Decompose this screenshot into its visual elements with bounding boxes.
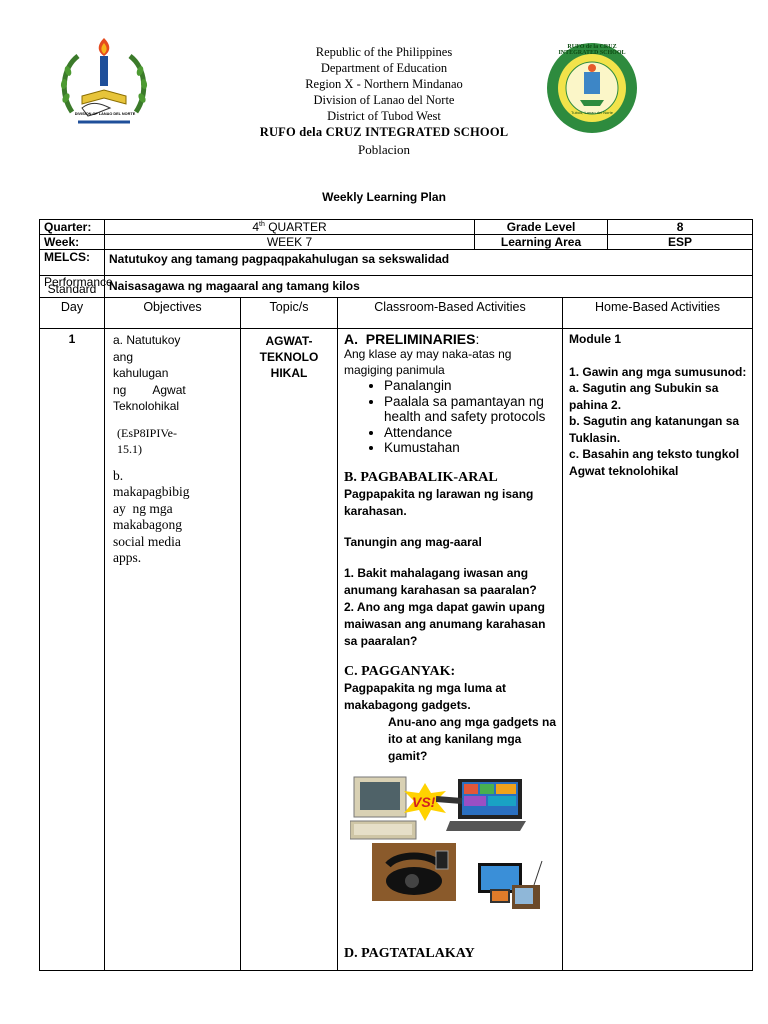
question-2: 2. Ano ang mga dapat gawin upang maiwasan ang anumang karahasan sa paaralan? xyxy=(344,599,546,648)
col-classroom: Classroom-Based Activities xyxy=(338,298,563,329)
school-seal-inner: Tubod, Lanao del Norte xyxy=(571,110,613,115)
home-line: a. Sagutin ang Subukin sa pahina 2. xyxy=(569,381,719,412)
pagganyak-heading: C. PAGGANYAK: xyxy=(344,663,456,679)
division-logo xyxy=(52,34,156,134)
learning-area-value: ESP xyxy=(608,235,753,250)
letterhead-line: Republic of the Philippines xyxy=(315,45,453,59)
quarter-num: 4 xyxy=(252,220,260,234)
objective-line: apps. xyxy=(113,550,142,565)
preliminaries-colon: : xyxy=(475,331,480,347)
quarter-label: Quarter: xyxy=(40,220,105,235)
vs-label: VS! xyxy=(412,793,436,810)
preliminaries-heading xyxy=(344,331,558,347)
performance-standard-label: Performance Standard xyxy=(40,276,105,298)
objective-line: social media xyxy=(113,533,181,549)
list-item: • Attendance xyxy=(384,425,558,441)
list-item: • Panalangin xyxy=(384,378,558,394)
melcs-row xyxy=(40,250,753,276)
topic-line: AGWAT- xyxy=(265,334,313,348)
col-day: Day xyxy=(40,298,105,329)
melcs-value: Natutukoy ang tamang pagpaqpakahulugan sa sekswalidad xyxy=(105,250,753,276)
gadgets-images xyxy=(344,771,558,936)
school-place: Poblacion xyxy=(358,142,410,157)
code-line: 15.1) xyxy=(117,442,142,456)
pagtatalakay-heading: D. PAGTATALAKAY xyxy=(344,945,475,961)
competency-code xyxy=(117,425,234,458)
balik-aral-heading: B. PAGBABALIK-ARAL xyxy=(344,469,498,485)
school-name: RUFO dela CRUZ INTEGRATED SCHOOL xyxy=(259,125,509,139)
division-logo-caption: DIVISION OF LANAO DEL NORTE xyxy=(74,112,136,116)
learning-area-label: Learning Area xyxy=(475,235,608,250)
home-activities-cell xyxy=(563,329,753,971)
preliminaries-intro: Ang klase ay may naka-atas ng magiging panimula xyxy=(344,347,512,377)
quarter-row xyxy=(40,220,753,235)
list-item: • Kumustahan xyxy=(384,440,558,456)
topic-line: TEKNOLO xyxy=(259,350,319,364)
quarter-sup: th xyxy=(259,221,265,228)
home-line: b. Sagutin ang katanungan sa Tuklasin. xyxy=(569,414,740,445)
letterhead xyxy=(200,44,568,158)
objective-b xyxy=(113,468,234,567)
objectives-cell xyxy=(105,329,241,971)
laptop-image xyxy=(436,777,526,837)
home-line: c. Basahin ang teksto tungkol Agwat teknolohikal xyxy=(569,447,740,478)
grade-level-label: Grade Level xyxy=(475,220,608,235)
column-header-row xyxy=(40,298,753,329)
objective-line: ay ng mga xyxy=(113,500,173,516)
school-seal-text: RUFO de la CRUZ INTEGRATED SCHOOL xyxy=(558,44,626,56)
week-label: Week: xyxy=(40,235,105,250)
objective-line: ang xyxy=(113,349,134,364)
week-row xyxy=(40,235,753,250)
objective-line: makapagbibig xyxy=(113,484,190,499)
grade-level-value: 8 xyxy=(608,220,753,235)
melcs-label: MELCS: xyxy=(40,250,105,276)
topic-cell xyxy=(241,329,338,971)
letterhead-line: Division of Lanao del Norte xyxy=(313,93,455,107)
module-title: Module 1 xyxy=(569,332,622,346)
rotary-phone-image xyxy=(372,843,456,901)
col-objectives: Objectives xyxy=(105,298,241,329)
letterhead-line: Region X - Northern Mindanao xyxy=(305,77,463,91)
performance-standard-value: Naisasagawa ng magaaral ang tamang kilos xyxy=(105,276,753,298)
topic-line: HIKAL xyxy=(270,366,308,380)
weekly-plan-table xyxy=(39,219,753,971)
objective-a xyxy=(113,332,234,415)
classroom-activities-cell xyxy=(338,329,563,971)
letterhead-line: Department of Education xyxy=(320,61,448,75)
day-1-row xyxy=(40,329,753,971)
pagganyak-question: Anu-ano ang mga gadgets na ito at ang kanilang mga gamit? xyxy=(388,714,557,763)
home-line: 1. Gawin ang mga sumusunod: xyxy=(569,364,747,379)
col-home: Home-Based Activities xyxy=(563,298,753,329)
objective-line: kahulugan xyxy=(113,366,169,380)
performance-standard-row xyxy=(40,276,753,298)
document-title: Weekly Learning Plan xyxy=(322,190,446,204)
objective-line: makabagong xyxy=(113,517,182,532)
quarter-rest: QUARTER xyxy=(264,220,327,234)
question-1: 1. Bakit mahalagang iwasan ang anumang karahasan sa paaralan? xyxy=(344,565,537,597)
week-value: WEEK 7 xyxy=(105,235,475,250)
col-topics: Topic/s xyxy=(241,298,338,329)
balik-aral-ask: Tanungin ang mag-aaral xyxy=(344,534,482,549)
list-item: • Paalala sa pamantayan ng health and safety protocols xyxy=(384,394,558,425)
quarter-value xyxy=(105,220,475,235)
objective-line: Teknolohikal xyxy=(113,399,180,413)
preliminaries-list xyxy=(344,378,558,456)
objective-line: b. xyxy=(113,467,124,483)
preliminaries-title: A. PRELIMINARIES xyxy=(344,331,476,347)
day-number: 1 xyxy=(40,329,105,971)
code-line: (EsP8IPIVe- xyxy=(117,425,177,440)
tv-tablet-image xyxy=(476,859,556,917)
objective-line: a. Natutukoy xyxy=(113,333,181,347)
balik-aral-text: Pagpapakita ng larawan ng isang karahasan. xyxy=(344,486,534,518)
pagganyak-text: Pagpapakita ng mga luma at makabagong gadgets. xyxy=(344,680,507,712)
objective-line: ng Agwat xyxy=(113,382,186,397)
letterhead-line: District of Tubod West xyxy=(327,109,441,123)
